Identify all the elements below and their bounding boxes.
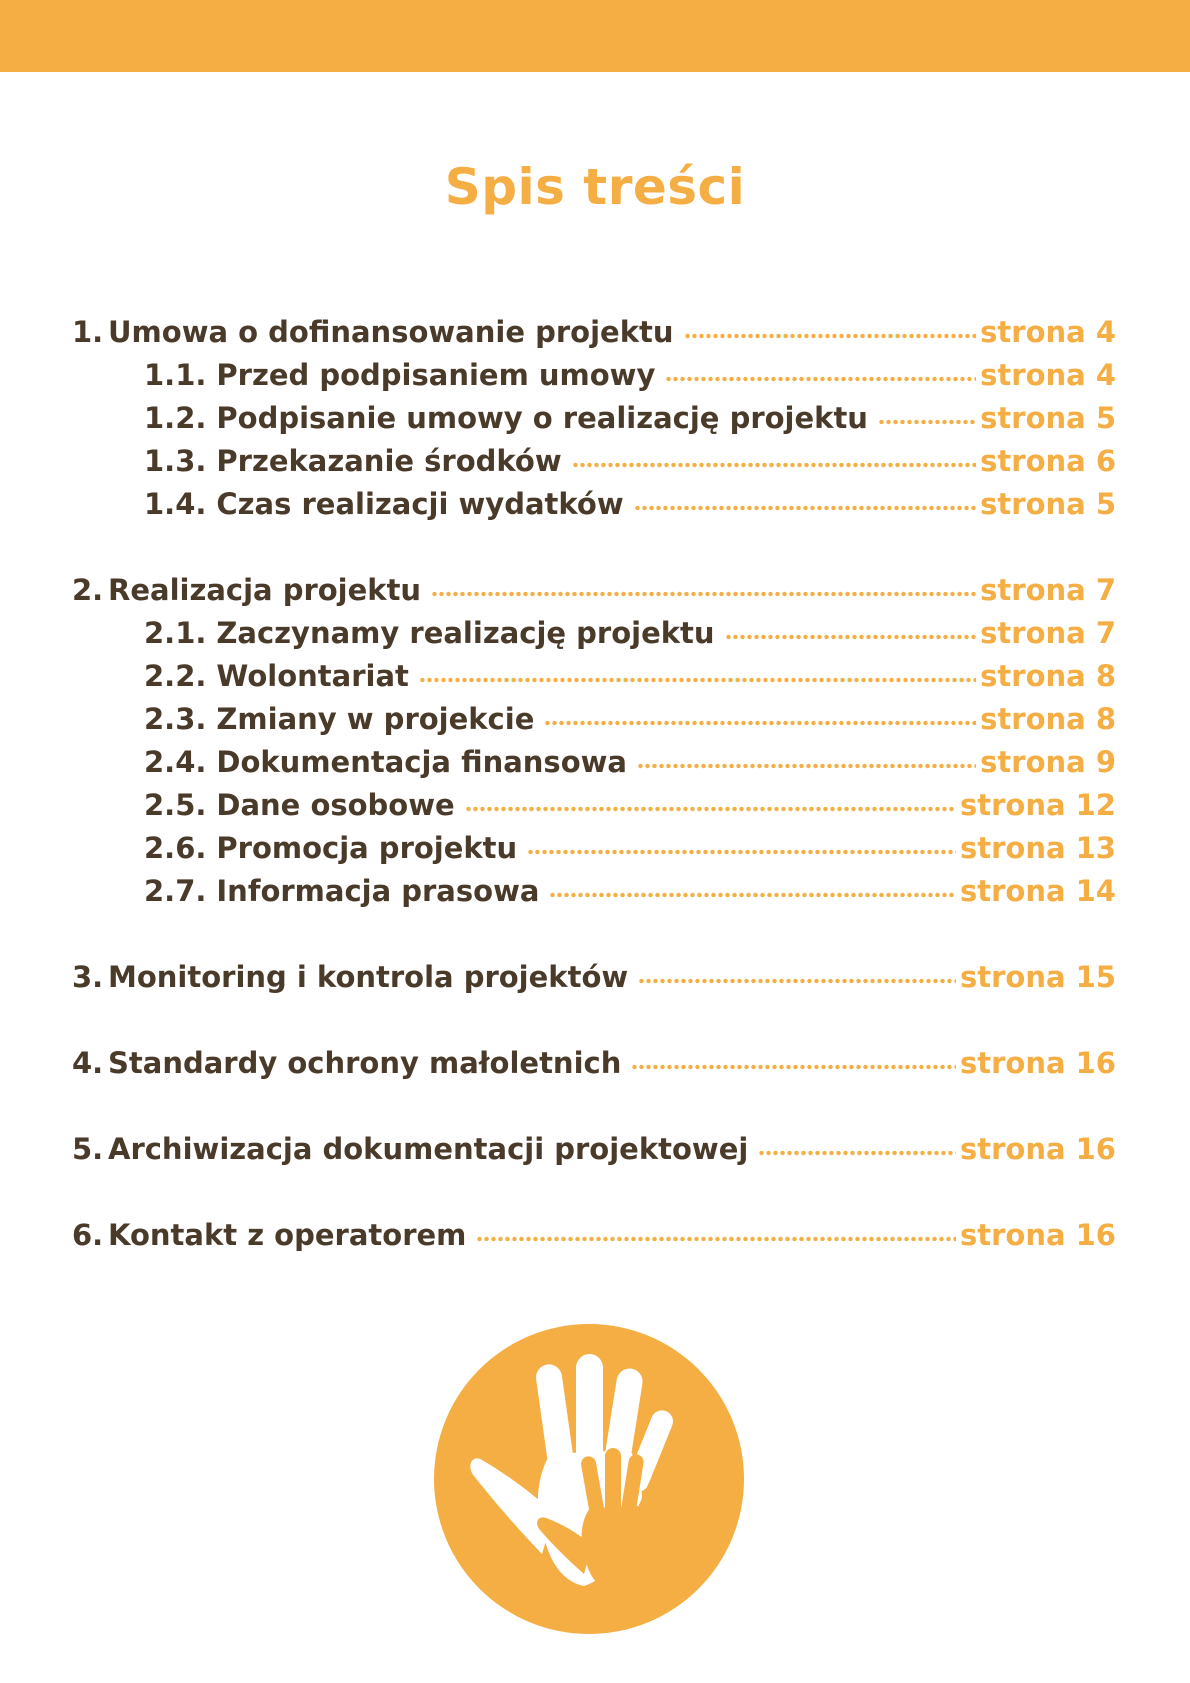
toc-entry-label: Zmiany w projekcie [216,702,535,736]
toc-entry-number: 2.4. [144,745,207,779]
toc-entry-1-1[interactable] [72,349,1116,392]
toc-entry-page: strona 9 [980,745,1116,779]
toc-entry-3[interactable] [72,951,1116,994]
dot-leader [549,891,956,899]
toc-entry-page: strona 13 [959,831,1116,865]
toc-entry-page: strona 14 [959,874,1116,908]
toc-entry-page: strona 4 [980,358,1116,392]
toc-entry-label: Dane osobowe [216,788,455,822]
dot-leader [419,676,976,684]
toc-entry-label: Informacja prasowa [216,874,540,908]
toc-entry-label: Przekazanie środków [216,444,562,478]
dot-leader [572,461,977,469]
toc-entry-label: Standardy ochrony małoletnich [108,1046,622,1080]
toc-entry-page: strona 16 [959,1132,1116,1166]
toc-entry-page: strona 16 [959,1046,1116,1080]
toc-entry-number: 1.1. [144,358,207,392]
toc-entry-4[interactable] [72,1037,1116,1080]
toc-entry-label: Realizacja projektu [108,573,422,607]
toc-entry-number: 1.3. [144,444,207,478]
toc-entry-page: strona 15 [959,960,1116,994]
toc-entry-number: 6. [72,1218,104,1252]
toc-entry-label: Archiwizacja dokumentacji projektowej [108,1132,749,1166]
toc-entry-number: 4. [72,1046,104,1080]
dot-leader [725,633,977,641]
dot-leader [544,719,976,727]
toc-entry-1-4[interactable] [72,478,1116,521]
toc-entry-label: Monitoring i kontrola projektów [108,960,629,994]
toc-entry-label: Czas realizacji wydatków [216,487,624,521]
toc-entry-label: Dokumentacja finansowa [216,745,627,779]
toc-entry-label: Przed podpisaniem umowy [216,358,656,392]
toc-entry-number: 2.6. [144,831,207,865]
toc-entry-2-6[interactable] [72,822,1116,865]
toc-entry-number: 2.2. [144,659,207,693]
toc-entry-number: 2.1. [144,616,207,650]
toc-entry-2-5[interactable] [72,779,1116,822]
toc-entry-page: strona 5 [980,487,1116,521]
dot-leader [684,332,977,340]
toc-entry-label: Umowa o dofinansowanie projektu [108,315,674,349]
toc-entry-number: 1.4. [144,487,207,521]
toc-entry-label: Wolontariat [216,659,409,693]
toc-entry-label: Promocja projektu [216,831,518,865]
dot-leader [878,418,976,426]
hands-icon [434,1324,744,1634]
toc-entry-5[interactable] [72,1123,1116,1166]
toc-entry-page: strona 7 [980,616,1116,650]
toc-entry-number: 3. [72,960,104,994]
toc-entry-page: strona 4 [980,315,1116,349]
hands-logo [434,1324,744,1634]
toc-entry-2[interactable] [72,564,1116,607]
toc-entry-label: Zaczynamy realizację projektu [216,616,715,650]
toc-entry-1-2[interactable] [72,392,1116,435]
toc-entry-1-3[interactable] [72,435,1116,478]
toc-entry-page: strona 8 [980,702,1116,736]
toc-entry-label: Podpisanie umowy o realizację projektu [216,401,868,435]
dot-leader [527,848,956,856]
toc-entry-number: 2.7. [144,874,207,908]
toc-entry-number: 1.2. [144,401,207,435]
toc-entry-label: Kontakt z operatorem [108,1218,467,1252]
toc-entry-2-2[interactable] [72,650,1116,693]
toc-entry-2-7[interactable] [72,865,1116,908]
toc-entry-2-3[interactable] [72,693,1116,736]
toc-entry-page: strona 5 [980,401,1116,435]
dot-leader [665,375,976,383]
toc-entry-6[interactable] [72,1209,1116,1252]
dot-leader [637,762,976,770]
top-banner [0,0,1190,72]
dot-leader [431,590,976,598]
toc-entry-page: strona 12 [959,788,1116,822]
toc-entry-page: strona 7 [980,573,1116,607]
dot-leader [631,1063,956,1071]
toc-entry-2-1[interactable] [72,607,1116,650]
dot-leader [638,977,956,985]
toc-entry-number: 1. [72,315,104,349]
toc-entry-1[interactable] [72,306,1116,349]
toc-entry-number: 2.5. [144,788,207,822]
toc-entry-number: 2. [72,573,104,607]
toc-entry-number: 2.3. [144,702,207,736]
toc-entry-page: strona 16 [959,1218,1116,1252]
toc-entry-page: strona 8 [980,659,1116,693]
table-of-contents [72,306,1116,1252]
dot-leader [465,805,956,813]
dot-leader [476,1235,956,1243]
page-title: Spis treści [444,158,746,216]
toc-entry-page: strona 6 [980,444,1116,478]
dot-leader [634,504,977,512]
toc-entry-number: 5. [72,1132,104,1166]
dot-leader [758,1149,956,1157]
toc-entry-2-4[interactable] [72,736,1116,779]
